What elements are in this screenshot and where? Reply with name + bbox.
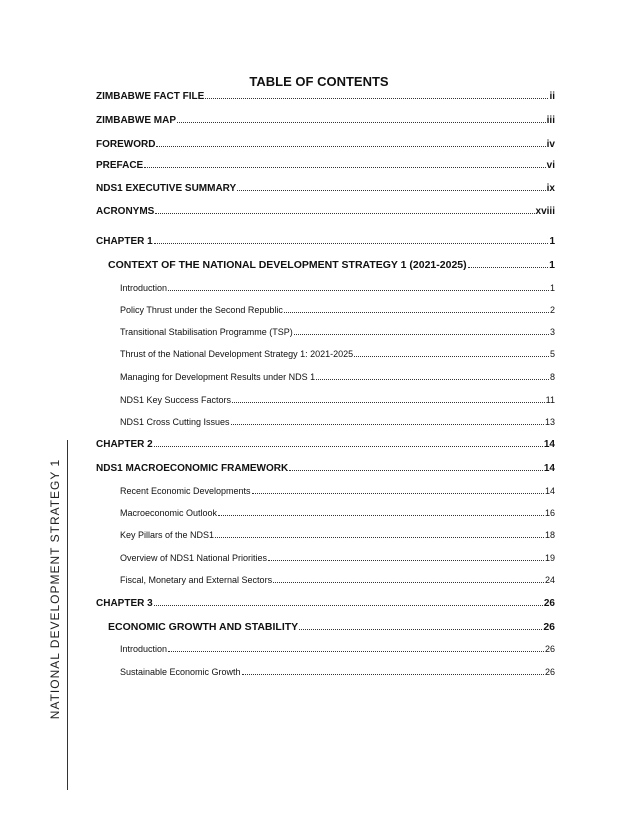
toc-entry-page: 3 (549, 327, 555, 337)
toc-entry-text: Policy Thrust under the Second Republic (120, 305, 283, 315)
toc-entry-page: 24 (544, 575, 555, 585)
toc-entry[interactable] (96, 598, 555, 609)
toc-entry-page: vi (546, 160, 555, 171)
toc-entry[interactable] (120, 417, 555, 427)
toc-entry-text: ECONOMIC GROWTH AND STABILITY (108, 621, 299, 633)
toc-entry-text: NDS1 Cross Cutting Issues (120, 417, 230, 427)
toc-entry-text: FOREWORD (96, 139, 156, 150)
toc-entry-page: 1 (549, 236, 555, 247)
toc-entry[interactable] (96, 115, 555, 126)
toc-entry-page: 26 (543, 598, 555, 609)
toc-entry[interactable] (96, 160, 555, 171)
toc-entry[interactable] (96, 183, 555, 194)
toc-entry-text: Transitional Stabilisation Programme (TSP) (120, 327, 293, 337)
toc-entry-text: NDS1 MACROECONOMIC FRAMEWORK (96, 463, 289, 474)
toc-entry-text: CHAPTER 2 (96, 439, 153, 450)
toc-entry-text: ACRONYMS (96, 206, 155, 217)
toc-entry[interactable] (120, 349, 555, 359)
toc-entry-text: Recent Economic Developments (120, 486, 251, 496)
toc-entry-page: 5 (549, 349, 555, 359)
toc-entry[interactable] (120, 327, 555, 337)
side-label: NATIONAL DEVELOPMENT STRATEGY 1 (48, 458, 62, 720)
toc-entry-page: iv (546, 139, 555, 150)
toc-entry[interactable] (96, 439, 555, 450)
toc-entry-page: 8 (549, 372, 555, 382)
toc-entry-text: Sustainable Economic Growth (120, 667, 241, 677)
toc-entry[interactable] (120, 508, 555, 518)
toc-entry[interactable] (96, 206, 555, 217)
toc-entry-text: ZIMBABWE FACT FILE (96, 91, 205, 102)
toc-entry-page: 26 (544, 644, 555, 654)
toc-entry-page: ii (549, 91, 555, 102)
toc-entry[interactable] (120, 575, 555, 585)
toc-entry[interactable] (96, 236, 555, 247)
toc-entry[interactable] (120, 395, 555, 405)
toc-entry-page: 14 (543, 439, 555, 450)
toc-entry-page: xviii (535, 206, 555, 217)
toc-entry-page: 26 (543, 621, 555, 633)
toc-entry-text: Thrust of the National Development Strategy 1: 2021-2025 (120, 349, 354, 359)
toc-entry-text: Overview of NDS1 National Priorities (120, 553, 268, 563)
toc-entry-page: ix (546, 183, 555, 194)
toc-entry-text: PREFACE (96, 160, 144, 171)
toc-entry-text: Key Pillars of the NDS1 (120, 530, 215, 540)
toc-entry[interactable] (120, 667, 555, 677)
toc-entry-text: Fiscal, Monetary and External Sectors (120, 575, 273, 585)
toc-entry-page: 19 (544, 553, 555, 563)
toc-entry-page: 26 (544, 667, 555, 677)
toc-entry-text: Introduction (120, 644, 168, 654)
toc-entry-page: 11 (545, 395, 555, 405)
toc-entry-page: 2 (549, 305, 555, 315)
toc-entry[interactable] (108, 259, 555, 271)
toc-entry[interactable] (120, 553, 555, 563)
toc-entry-text: ZIMBABWE MAP (96, 115, 176, 126)
toc-entry-page: 14 (543, 463, 555, 474)
toc-entry-page: 14 (544, 486, 555, 496)
toc-entry[interactable] (120, 305, 555, 315)
toc-entry-text: Macroeconomic Outlook (120, 508, 218, 518)
toc-entry[interactable] (120, 283, 555, 293)
toc-entry-page: 16 (544, 508, 555, 518)
toc-entry-page: 1 (549, 259, 555, 271)
toc-entry[interactable] (96, 463, 555, 474)
toc-entry[interactable] (96, 91, 555, 102)
toc-entry[interactable] (120, 530, 555, 540)
toc-entry-text: Introduction (120, 283, 168, 293)
toc-entry-text: CONTEXT OF THE NATIONAL DEVELOPMENT STRATEGY 1 (2021-2025) (108, 259, 467, 271)
toc-entry-page: 13 (544, 417, 555, 427)
toc-entry-text: NDS1 Key Success Factors (120, 395, 232, 405)
toc-entry[interactable] (96, 139, 555, 150)
toc-entry-text: CHAPTER 3 (96, 598, 153, 609)
toc-entry[interactable] (120, 644, 555, 654)
page-title: TABLE OF CONTENTS (249, 74, 389, 89)
toc-entry-page: iii (546, 115, 555, 126)
toc-entry[interactable] (120, 486, 555, 496)
toc-entry-text: NDS1 EXECUTIVE SUMMARY (96, 183, 237, 194)
toc-entry-text: Managing for Development Results under NDS 1 (120, 372, 316, 382)
toc-entry-page: 1 (549, 283, 555, 293)
toc-entry-page: 18 (544, 530, 555, 540)
toc-entry[interactable] (108, 621, 555, 633)
toc-entry-text: CHAPTER 1 (96, 236, 153, 247)
toc-entry[interactable] (120, 372, 555, 382)
